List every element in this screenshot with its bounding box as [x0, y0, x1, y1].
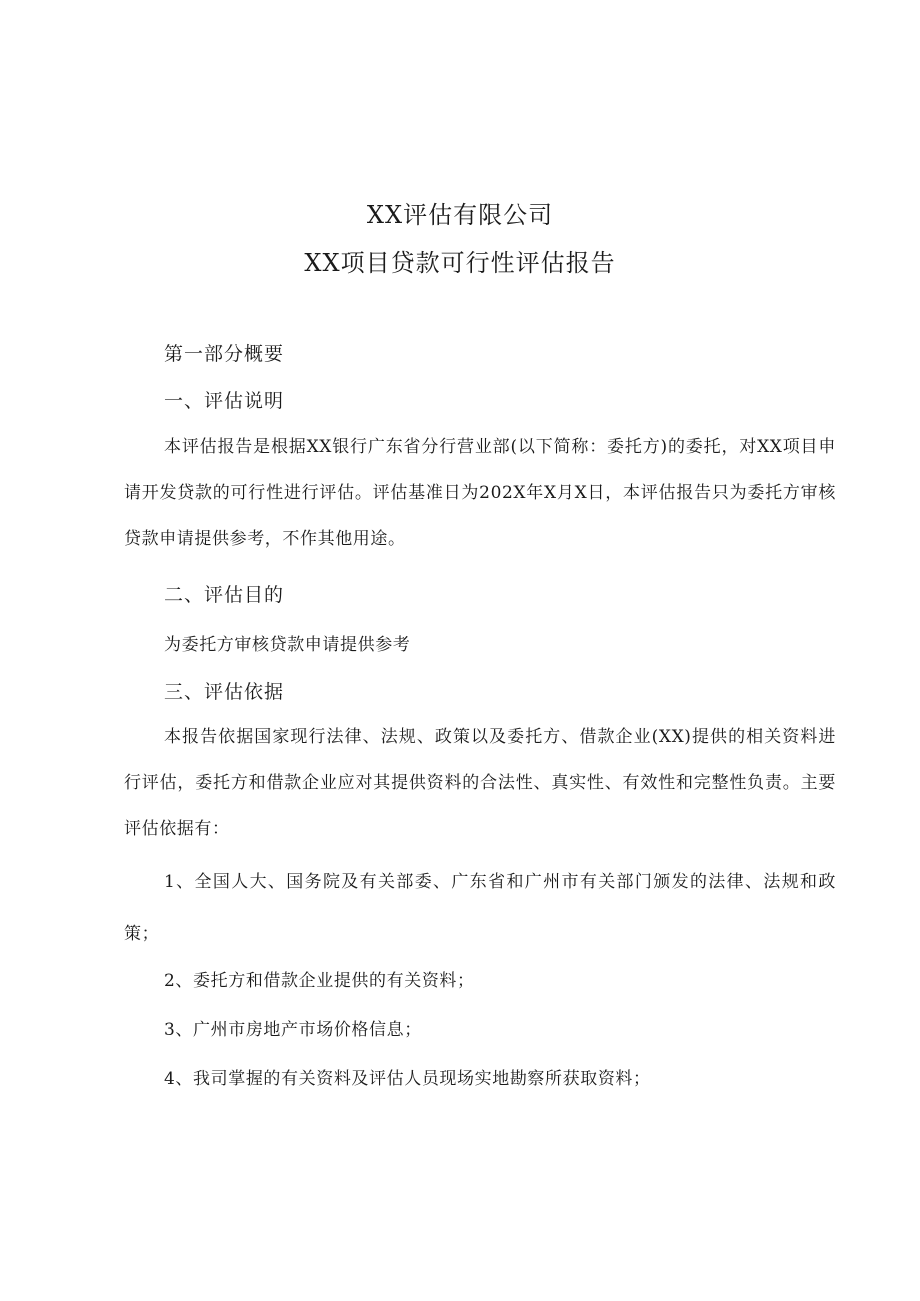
section-body-1: 本评估报告是根据XX银行广东省分行营业部(以下简称：委托方)的委托，对XX项目申请开发贷款的可行性进行评估。评估基准日为202X年X月X日，本评估报告只为委托方审核贷款申请提供参考，不作其他用途。 — [124, 437, 836, 549]
list-item: 3、广州市房地产市场价格信息； — [164, 1020, 422, 1040]
list-item: 4、我司掌握的有关资料及评估人员现场实地勘察所获取资料； — [164, 1069, 651, 1089]
company-title: XX评估有限公司 — [366, 201, 554, 229]
section-body-2: 为委托方审核贷款申请提供参考 — [164, 635, 411, 655]
list-item: 1、全国人大、国务院及有关部委、广东省和广州市有关部门颁发的法律、法规和政策； — [124, 872, 836, 944]
part-heading: 第一部分概要 — [164, 343, 285, 365]
list-item: 2、委托方和借款企业提供的有关资料； — [164, 971, 475, 991]
section-heading-3: 三、评估依据 — [164, 681, 285, 703]
report-title: XX项目贷款可行性评估报告 — [304, 249, 616, 277]
section-body-3: 本报告依据国家现行法律、法规、政策以及委托方、借款企业(XX)提供的相关资料进行评估，委托方和借款企业应对其提供资料的合法性、真实性、有效性和完整性负责。主要评估依据有： — [124, 727, 836, 839]
section-heading-1: 一、评估说明 — [164, 390, 285, 412]
section-heading-2: 二、评估目的 — [164, 584, 285, 606]
